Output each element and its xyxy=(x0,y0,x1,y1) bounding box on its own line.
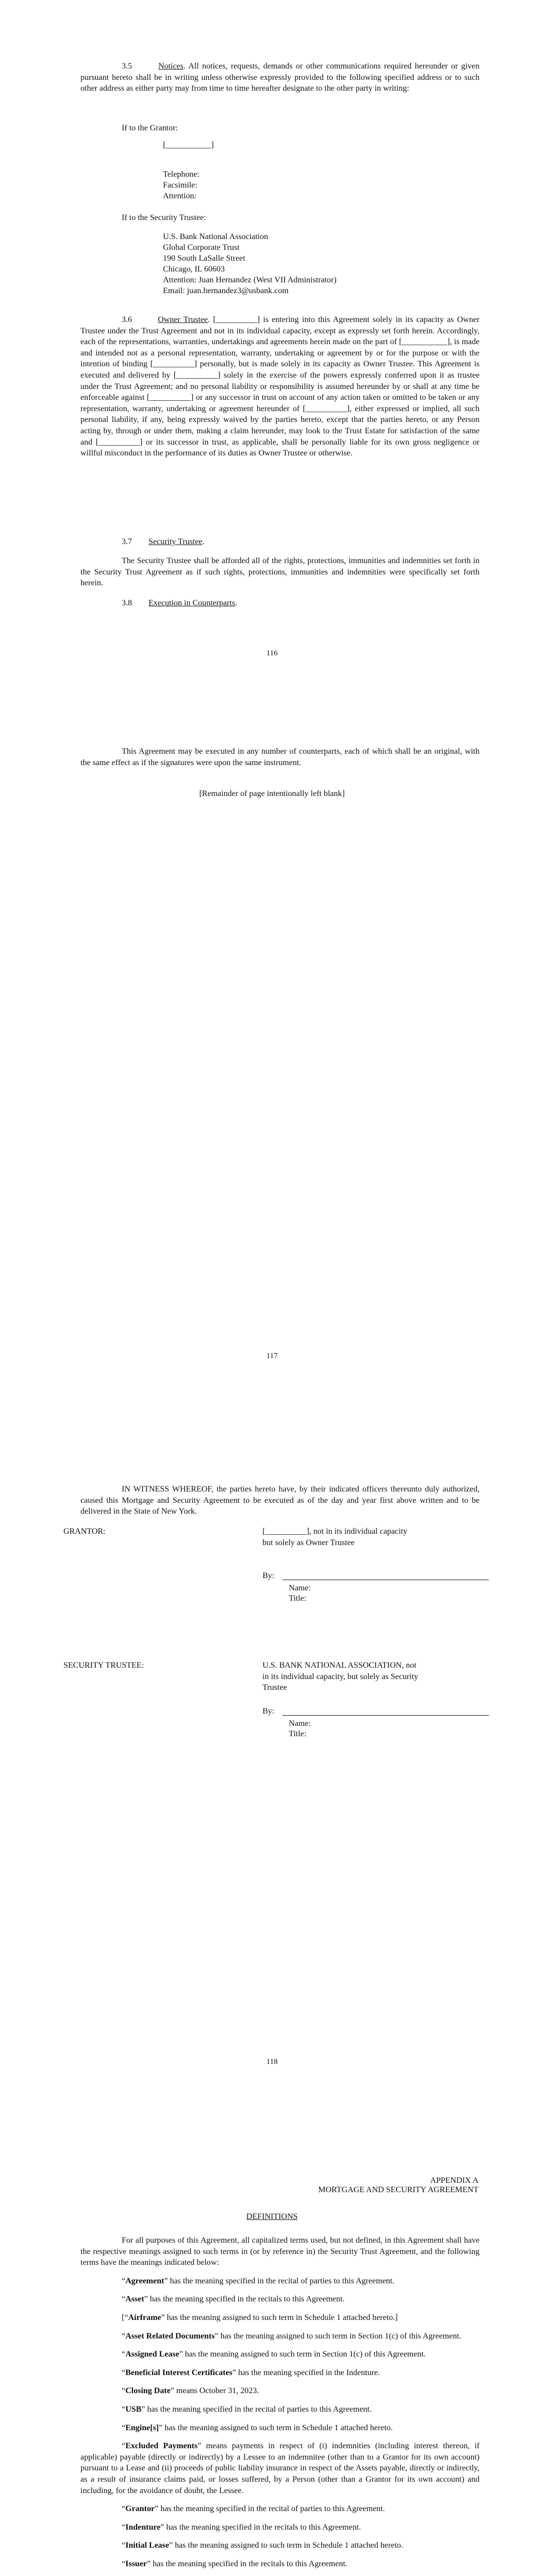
definition-text: ” has the meaning specified in the recital of parties to this Agreement. xyxy=(141,2404,372,2414)
open-quote: “ xyxy=(122,2331,126,2341)
trustee-name-label: Name: xyxy=(289,1719,311,1728)
grantor-signature-line[interactable] xyxy=(283,1570,489,1580)
section-number: 3.8 xyxy=(122,599,132,607)
definition-item xyxy=(80,2558,480,2570)
open-quote: “ xyxy=(122,2504,126,2514)
definitions-list xyxy=(80,2235,480,2576)
section-3-7-text: The Security Trustee shall be afforded all of the rights, protections, immunities and indemnities set forth in the Security Trust Agreement as if such rights, protections, immunities and indemnities were specifically set forth herein. xyxy=(80,556,480,588)
definition-text: ” has the meaning specified in the recitals to this Agreement. xyxy=(146,2559,348,2568)
grantor-by-label: By: xyxy=(262,1571,275,1580)
counterparts-text: This Agreement may be executed in any number of counterparts, each of which shall be an original, with the same effect as if the signatures were upon the same instrument. xyxy=(80,747,480,767)
grantor-blank: [___________] xyxy=(163,141,214,149)
open-quote: “ xyxy=(122,2541,126,2550)
address-line: 190 South LaSalle Street xyxy=(163,254,245,263)
period: . xyxy=(202,537,205,546)
section-text: . All notices, requests, demands or other communications required hereunder or given pursuant hereto shall be in writing unless otherwise expressly provided to the following specified address or to such other address as either party may from time to time hereafter designate to the other party in writing: xyxy=(80,62,480,93)
section-title: Notices xyxy=(158,62,184,71)
definition-text: ” has the meaning assigned to such term in Section 1(c) of this Agreement. xyxy=(179,2350,426,2359)
open-quote: “ xyxy=(122,2559,126,2568)
definition-text: ” has the meaning specified in the recitals to this Agreement. xyxy=(160,2522,361,2532)
defined-term: Engine[s] xyxy=(125,2423,159,2432)
grantor-name-label: Name: xyxy=(289,1584,311,1592)
grantor-attention: Attention: xyxy=(163,192,196,200)
defined-term: Assigned Lease xyxy=(125,2350,179,2359)
defined-term: Excluded Payments xyxy=(125,2442,198,2451)
grantor-title-label: Title: xyxy=(289,1594,307,1603)
blank-page-note: [Remainder of page intentionally left blank] xyxy=(199,789,345,798)
open-quote: “ xyxy=(122,2350,126,2359)
defined-term: Issuer xyxy=(125,2559,147,2568)
definition-item xyxy=(80,2422,480,2434)
section-number: 3.6 xyxy=(122,315,132,324)
open-quote: “ xyxy=(122,2423,126,2432)
defined-term: Agreement xyxy=(125,2276,164,2285)
definition-text: ” has the meaning assigned to such term in Section 1(c) of this Agreement. xyxy=(215,2331,461,2341)
page-number: 116 xyxy=(266,649,278,657)
page-number: 117 xyxy=(266,1352,278,1360)
definition-item xyxy=(80,2540,480,2551)
definitions-intro: For all purposes of this Agreement, all capitalized terms used, but not defined, in this Agreement shall have the respective meanings assigned to such terms in (or by reference in) the Security Trust Agreement, and the following terms have the meanings indicated below: xyxy=(80,2236,480,2267)
definition-item xyxy=(80,2276,480,2287)
email-line: Email: juan.hernandez3@usbank.com xyxy=(163,286,289,295)
definition-item xyxy=(80,2385,480,2397)
if-to-trustee: If to the Security Trustee: xyxy=(122,213,206,222)
grantor-label: GRANTOR: xyxy=(63,1527,106,1536)
page-117 xyxy=(0,703,544,1406)
definition-item xyxy=(80,2522,480,2533)
definition-text: ” has the meaning specified in the recital of parties to this Agreement. xyxy=(154,2504,385,2514)
trustee-signature-line[interactable] xyxy=(283,1706,489,1716)
section-3-6 xyxy=(80,314,480,459)
defined-term: Closing Date xyxy=(125,2386,171,2396)
open-quote: “ xyxy=(122,2386,126,2396)
definition-item xyxy=(80,2503,480,2515)
open-quote: “ xyxy=(122,2442,126,2451)
defined-term: Initial Lease xyxy=(125,2541,169,2550)
definition-item xyxy=(80,2331,480,2342)
section-text: . [__________] is entering into this Agreement solely in its capacity as Owner Trustee under the Trust Agreement and not in its individual capacity, except as expressly set forth herein. Accordingly, each of the representations, warranties, undertakings and agreements herein made on the part of [___________], is made and intended not as a personal representation, warranty, undertaking or agreement by or for the purpose or with the intention of binding [__________] personally, but is made solely in its capacity as Owner Trustee. This Agreement is executed and delivered by [__________] solely in the exercise of the powers expressly conferred upon it as trustee under the Trust Agreement; and no personal liability or responsibility is assumed hereunder by or shall at any time be enforceable against [__________] or any successor in trust on account of any action taken or omitted to be taken or any representation, warranty, undertaking or agreement hereunder of [__________], either expressed or implied, all such personal liability, if any, being expressly waived by the parties hereto, except that the parties hereto, or any Person acting by, through or under them, making a claim hereunder, may look to the Trust Estate for satisfaction of the same and [__________] or its successor in trust, as applicable, shall be personally liable for its own gross negligence or willful misconduct in the performance of its duties as Owner Trustee or otherwise. xyxy=(80,315,480,458)
page-number: 118 xyxy=(266,2058,278,2066)
definition-text: ” has the meaning specified in the recitals to this Agreement. xyxy=(144,2295,345,2304)
section-3-8-heading xyxy=(122,598,237,609)
section-3-5 xyxy=(80,61,480,94)
section-3-7-heading xyxy=(122,536,204,548)
section-number: 3.7 xyxy=(122,537,132,546)
trustee-by-label: By: xyxy=(262,1707,275,1716)
grantor-telephone: Telephone: xyxy=(163,170,200,179)
definition-item xyxy=(80,2404,480,2415)
trustee-entity: U.S. BANK NATIONAL ASSOCIATION, not in its individual capacity, but solely as Security Trustee xyxy=(262,1661,419,1692)
trustee-address xyxy=(163,231,337,296)
definition-text: ” has the meaning assigned to such term in Schedule 1 attached hereto. xyxy=(159,2423,393,2432)
open-quote: [“ xyxy=(122,2313,128,2322)
definition-text: ” has the meaning specified in the Indenture. xyxy=(232,2368,380,2377)
page-119 xyxy=(0,2110,544,2576)
open-quote: “ xyxy=(122,2295,126,2304)
open-quote: “ xyxy=(122,2368,126,2377)
definition-item xyxy=(80,2349,480,2360)
defined-term: Grantor xyxy=(125,2504,155,2514)
section-title: Execution in Counterparts xyxy=(149,599,235,607)
definition-item xyxy=(80,2312,480,2324)
definition-text: ” has the meaning assigned to such term in Schedule 1 attached hereto.] xyxy=(161,2313,398,2322)
open-quote: “ xyxy=(122,2404,126,2414)
defined-term: USB xyxy=(125,2404,142,2414)
section-number: 3.5 xyxy=(122,62,132,71)
definition-text: ” has the meaning specified in the recital of parties to this Agreement. xyxy=(164,2276,394,2285)
period: . xyxy=(235,599,237,607)
definition-text: ” means October 31, 2023. xyxy=(170,2386,259,2396)
defined-term: Asset Related Documents xyxy=(125,2331,215,2341)
definition-text: ” has the meaning assigned to such term in Schedule 1 attached hereto. xyxy=(169,2541,403,2550)
page-116 xyxy=(0,0,544,703)
defined-term: Beneficial Interest Certificates xyxy=(125,2368,233,2377)
definitions-heading: DEFINITIONS xyxy=(246,2212,298,2221)
trustee-label: SECURITY TRUSTEE: xyxy=(63,1661,144,1670)
defined-term: Indenture xyxy=(125,2522,161,2532)
open-quote: “ xyxy=(122,2276,126,2285)
defined-term: Airframe xyxy=(128,2313,161,2322)
page-118 xyxy=(0,1406,544,2110)
address-line: U.S. Bank National Association xyxy=(163,232,268,241)
grantor-facsimile: Facsimile: xyxy=(163,181,197,190)
grantor-entity: [__________], not in its individual capacity but solely as Owner Trustee xyxy=(262,1527,407,1547)
trustee-title-label: Title: xyxy=(289,1730,307,1738)
section-title: Owner Trustee xyxy=(158,315,208,324)
definition-text: ” means payments in respect of (i) indemnities (including interest thereon, if applicable) payable (directly or indirectly) by a Lessee to an indemnitee (other than to a Grantor for its own account) pursuant to a Lease and (ii) proceeds of public liability insurance in respect of the Assets payable, directly or indirectly, as a result of insurance claims paid, or losses suffered, by a Person (other than a Grantor for its own account) and including, for the avoidance of doubt, the Lessee. xyxy=(80,2442,480,2495)
address-line: Global Corporate Trust xyxy=(163,243,240,252)
defined-term: Asset xyxy=(125,2295,144,2304)
definition-item xyxy=(80,2367,480,2379)
appendix-label: APPENDIX A xyxy=(430,2176,479,2185)
address-line: Chicago, IL 60603 xyxy=(163,265,225,274)
open-quote: “ xyxy=(122,2522,126,2532)
if-to-grantor: If to the Grantor: xyxy=(122,124,178,132)
definition-item xyxy=(80,2294,480,2305)
definition-item xyxy=(80,2441,480,2496)
witness-clause: IN WITNESS WHEREOF, the parties hereto have, by their indicated officers thereunto duly authorized, caused this Mortgage and Security Agreement to be executed as of the day and year first above written and to be delivered in the State of New York. xyxy=(80,1485,480,1516)
address-line: Attention: Juan Hernandez (West VII Administrator) xyxy=(163,276,337,284)
section-title: Security Trustee xyxy=(149,537,203,546)
appendix-agreement: MORTGAGE AND SECURITY AGREEMENT xyxy=(318,2185,479,2194)
